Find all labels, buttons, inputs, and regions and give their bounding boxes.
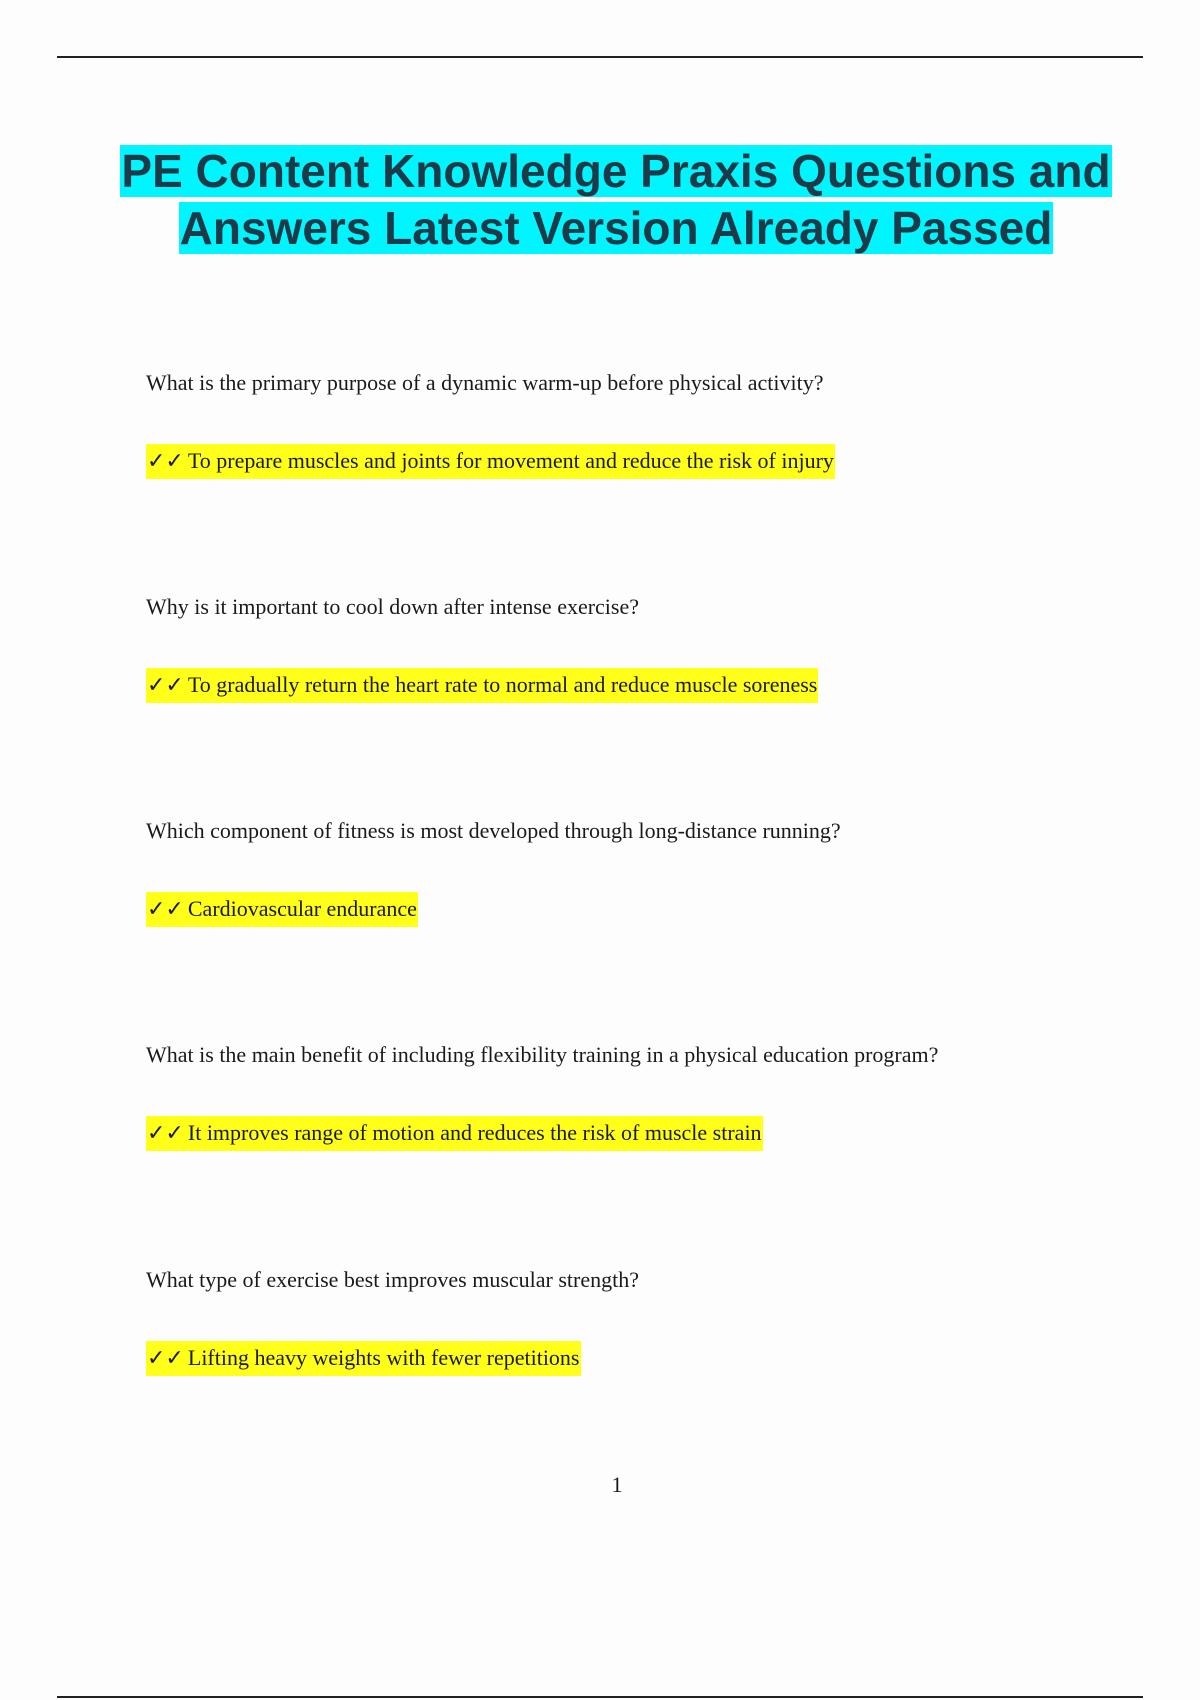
question-text: Why is it important to cool down after intense exercise?: [146, 594, 640, 619]
answer: [146, 892, 418, 927]
answer-highlight: [146, 1116, 763, 1151]
answer-highlight: [146, 444, 835, 479]
answer-highlight: [146, 892, 418, 927]
qa-item-5: [146, 1266, 1146, 1371]
qa-item-1: [146, 369, 1146, 474]
question-text: What is the main benefit of including flexibility training in a physical education program?: [146, 1042, 939, 1067]
question-text: What type of exercise best improves muscular strength?: [146, 1267, 640, 1292]
double-check-icon: ✓✓: [147, 1346, 184, 1371]
question-text: What is the primary purpose of a dynamic warm-up before physical activity?: [146, 370, 824, 395]
answer-highlight: [146, 668, 818, 703]
answer-text: To prepare muscles and joints for movement and reduce the risk of injury: [187, 448, 834, 473]
page-number: 1: [611, 1472, 623, 1497]
answer: [146, 444, 835, 479]
document-title-text: PE Content Knowledge Praxis Questions and Answers Latest Version Already Passed: [121, 145, 1111, 254]
double-check-icon: ✓✓: [147, 673, 184, 698]
answer-highlight: [146, 1341, 581, 1376]
double-check-icon: ✓✓: [147, 449, 184, 474]
answer: [146, 1116, 763, 1151]
qa-item-3: [146, 817, 1146, 922]
answer-text: It improves range of motion and reduces the risk of muscle strain: [187, 1120, 762, 1145]
header-rule: [57, 56, 1143, 58]
answer-text: Cardiovascular endurance: [187, 896, 417, 921]
question-text: Which component of fitness is most developed through long-distance running?: [146, 818, 841, 843]
document-title: [100, 143, 1132, 257]
double-check-icon: ✓✓: [147, 1121, 184, 1146]
answer: [146, 1341, 581, 1376]
answer-text: To gradually return the heart rate to normal and reduce muscle soreness: [187, 672, 818, 697]
qa-item-4: [146, 1041, 1146, 1146]
answer-text: Lifting heavy weights with fewer repetitions: [187, 1345, 580, 1370]
answer: [146, 668, 818, 703]
double-check-icon: ✓✓: [147, 897, 184, 922]
footer-rule: [57, 1696, 1143, 1698]
qa-item-2: [146, 593, 1146, 698]
